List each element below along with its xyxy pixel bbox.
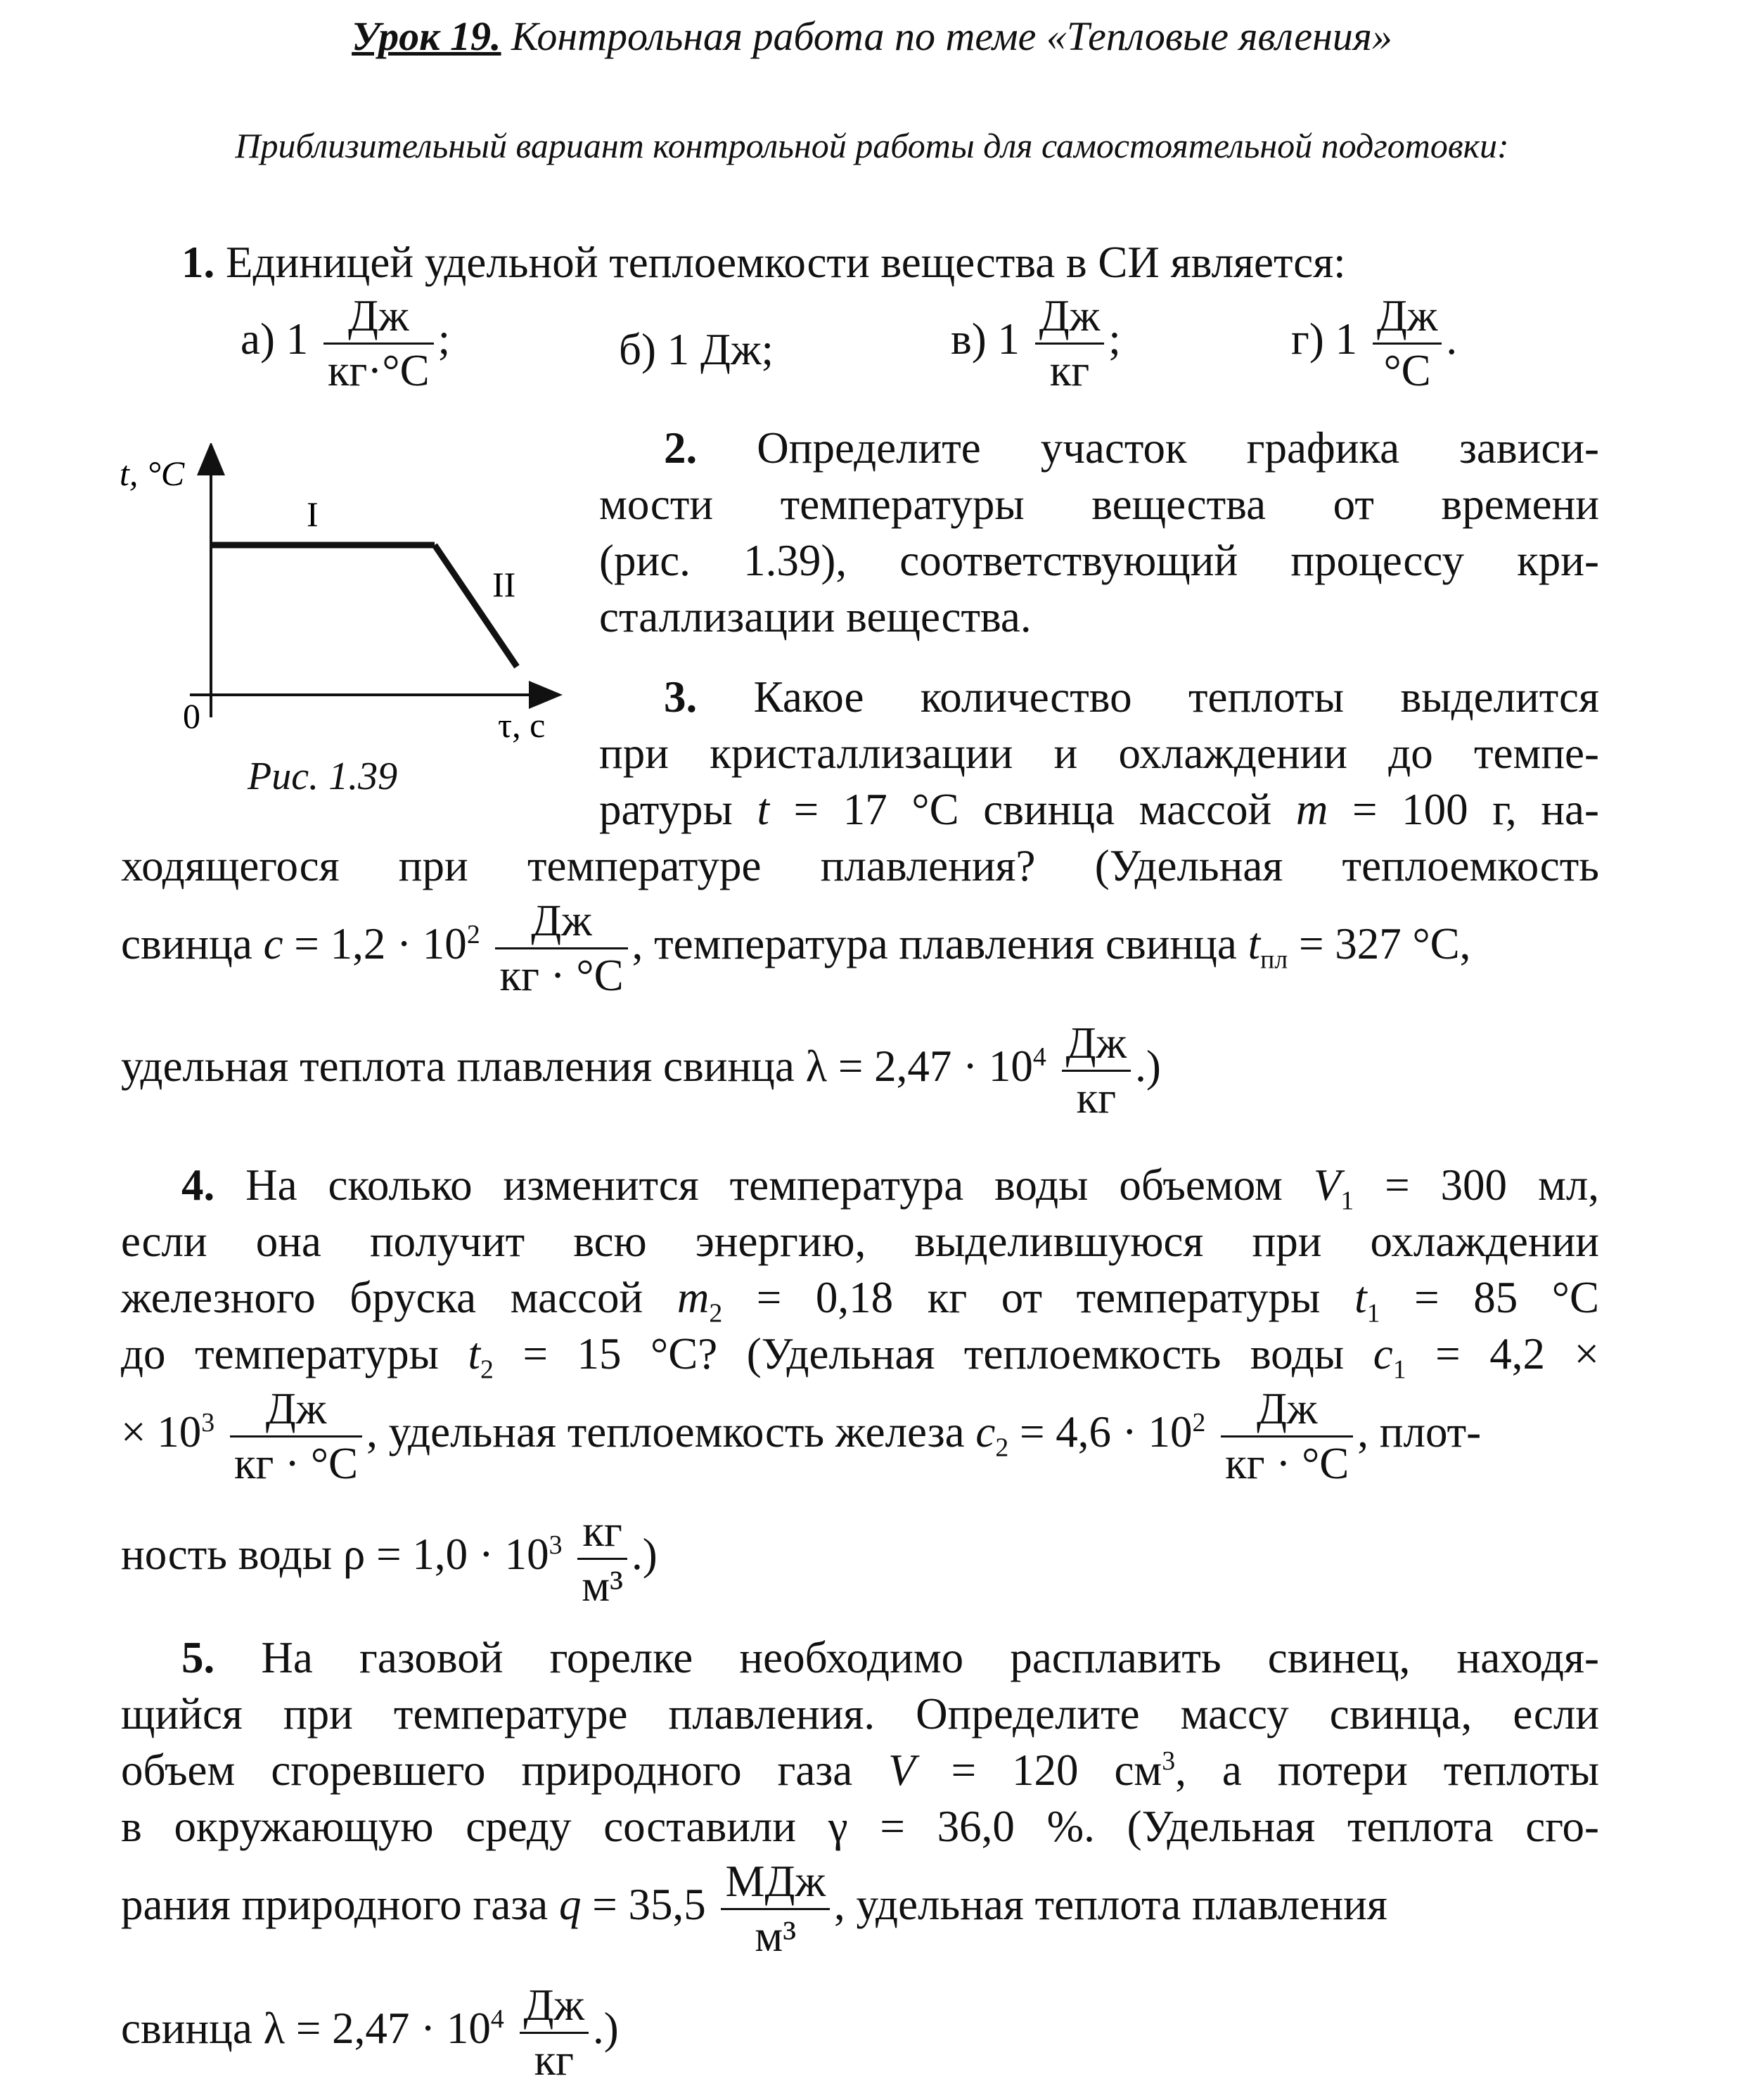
question-3 [599,672,1600,834]
q5-line-3 [121,1748,1599,1793]
text: , температура плавления свинца [631,918,1248,968]
numerator: Дж [265,1384,327,1433]
numerator: Дж [1065,1018,1127,1068]
fraction [495,896,627,1000]
q4-line-1 [121,1160,1600,1216]
lesson-title: Контрольная работа по теме «Тепловые явления» [511,13,1392,59]
text: , плот- [1357,1407,1482,1456]
q5-line-1 [121,1633,1599,1682]
denominator: кг · °С [1221,1435,1353,1486]
punct: ; [1108,314,1121,364]
exponent: 3 [1162,1746,1176,1776]
figure-caption: Рис. 1.39 [248,755,398,798]
numerator: Дж [1256,1384,1318,1433]
fraction [1035,291,1105,395]
text: свинца [121,918,264,968]
fraction [230,1384,362,1488]
text: = 120 см [915,1746,1162,1795]
q2-line-1 [599,423,1599,473]
numerator: МДж [725,1857,826,1906]
denominator: м³ [577,1558,627,1608]
temperature-time-graph [113,443,563,753]
text: = 0,18 кг от температуры [722,1273,1355,1322]
punct: ; [437,314,451,364]
var-t: t [757,785,769,834]
option-b: б) 1 Дж; [619,325,774,374]
exponent: 2 [466,919,480,949]
subscript: 2 [995,1433,1009,1463]
q5-line-2: щийся при температуре плавления. Определите массу свинца, если [121,1689,1599,1739]
origin-label: 0 [183,696,200,736]
denominator: °С [1373,342,1442,393]
segment-II [435,545,517,667]
page-subtitle: Приблизительный вариант контрольной работы для самостоятельной подготовки: [235,126,1509,165]
q2-line-3: (рис. 1.39), соответствующий процессу кри- [599,536,1599,585]
text: = 1,2 · 10 [283,918,467,968]
exponent: 3 [549,1530,563,1560]
text: На сколько изменится температура воды объемом [245,1160,1314,1210]
var-t: t [468,1329,481,1378]
q2-line-2: мости температуры вещества от времени [599,480,1599,529]
text: = 327 °С, [1288,918,1471,968]
question-1 [181,238,1346,287]
question-number: 1. [181,238,215,287]
exponent: 2 [1192,1407,1206,1438]
var-t: t [1354,1273,1367,1322]
option-label: а) 1 [241,314,309,364]
fraction [1221,1384,1353,1488]
q3-line-2: при кристаллизации и охлаждении до темпе- [599,729,1599,778]
option-c [951,291,1121,395]
numerator: Дж [1376,291,1438,340]
q3-line-5 [121,896,1471,1000]
question-5 [121,1633,1599,1851]
numerator: Дж [1039,291,1101,340]
q3-line-6 [121,1018,1161,1122]
text: свинца λ = 2,47 · 10 [121,2003,491,2053]
var-q: q [558,1879,582,1929]
question-4 [121,1160,1600,1385]
subscript: 1 [1392,1355,1406,1385]
question-number: 2. [664,423,698,473]
denominator: кг·°С [323,342,434,393]
q4-line-2: если она получит всю энергию, выделившуюся при охлаждении [121,1217,1599,1266]
segment-I-label: I [307,494,319,534]
text: до температуры [121,1329,468,1378]
text: = 4,2 × [1406,1329,1600,1378]
text: железного бруска массой [121,1273,677,1322]
fraction [1373,291,1442,395]
text: рания природного газа [121,1879,559,1929]
text: = 100 г, на- [1328,785,1599,834]
q5-line-6 [121,1980,619,2085]
var-m: m [1295,785,1328,834]
fraction [520,1980,589,2085]
numerator: Дж [523,1980,585,2030]
text: ратуры [599,785,757,834]
numerator: кг [582,1506,622,1556]
numerator: Дж [531,896,592,945]
numerator: Дж [348,291,409,340]
text: = 17 °С свинца массой [769,785,1296,834]
text: = 15 °С? (Удельная теплоемкость воды [493,1329,1373,1378]
var-t: t [1248,918,1261,968]
fraction [323,291,434,395]
subscript: пл [1260,945,1288,975]
q5-line-5 [121,1859,1387,1959]
text: = 300 мл, [1354,1160,1600,1210]
text: = 85 °С [1380,1273,1600,1322]
q3-line-3 [599,785,1599,834]
var-c: c [1373,1329,1393,1378]
exponent: 4 [490,2004,504,2034]
denominator: кг [520,2032,589,2082]
var-m: m [677,1273,710,1322]
subscript: 2 [480,1355,494,1385]
fraction [577,1506,627,1611]
q4-line-5 [121,1384,1482,1488]
subscript: 1 [1366,1298,1380,1328]
text: , удельная теплота плавления [834,1879,1387,1929]
exponent: 3 [201,1407,215,1438]
segment-II-label: II [492,565,516,604]
option-a [241,291,451,395]
question-text: Единицей удельной теплоемкости вещества в СИ является: [226,238,1346,287]
option-label: в) 1 [951,314,1020,364]
lesson-number: Урок 19. [352,13,501,59]
text: , удельная теплоемкость железа [366,1407,976,1456]
text: Какое количество теплоты выделится [753,672,1600,722]
text: удельная теплота плавления свинца λ = 2,47 · 10 [121,1041,1033,1091]
text: объем сгоревшего природного газа [121,1746,889,1795]
denominator: кг [1035,342,1105,393]
denominator: м³ [721,1908,830,1959]
question-number: 5. [181,1633,215,1682]
option-label: г) 1 [1291,314,1358,364]
punct: . [1446,314,1458,364]
q3-line-4: ходящегося при температуре плавления? (Удельная теплоемкость [121,841,1599,890]
text: = 4,6 · 10 [1008,1407,1193,1456]
var-c: c [263,918,283,968]
exponent: 4 [1032,1042,1046,1072]
text: = 35,5 [581,1879,706,1929]
text: На газовой горелке необходимо расплавить свинец, находя- [261,1633,1599,1682]
denominator: кг · °С [230,1435,362,1486]
text: , а потери теплоты [1175,1746,1599,1795]
subscript: 2 [709,1298,723,1328]
q4-line-3 [121,1273,1600,1328]
denominator: кг · °С [495,947,627,998]
text: ность воды ρ = 1,0 · 10 [121,1529,549,1579]
q4-line-4 [121,1329,1600,1385]
text: Определите участок графика зависи- [757,423,1599,473]
question-number: 4. [181,1160,215,1210]
option-d [1291,291,1458,395]
fraction [721,1859,830,1959]
q2-line-4: сталлизации вещества. [599,592,1032,641]
denominator: кг [1062,1070,1131,1120]
text: × 10 [121,1407,202,1456]
question-number: 3. [664,672,698,722]
var-V: V [888,1746,916,1795]
page-title [0,13,1744,60]
x-axis-label: τ, с [498,705,546,745]
text: .) [1135,1041,1161,1091]
question-2 [599,423,1599,641]
var-c: c [975,1407,996,1456]
q3-line-1 [599,672,1600,722]
var-V: V [1313,1160,1341,1210]
q4-line-6 [121,1506,658,1611]
text: .) [593,2003,619,2053]
fraction [1062,1018,1131,1122]
text: .) [631,1529,658,1579]
q5-line-4: в окружающую среду составили γ = 36,0 %. (Удельная теплота сго- [121,1802,1599,1851]
subscript: 1 [1340,1186,1354,1216]
y-axis-label: t, °C [120,454,185,493]
